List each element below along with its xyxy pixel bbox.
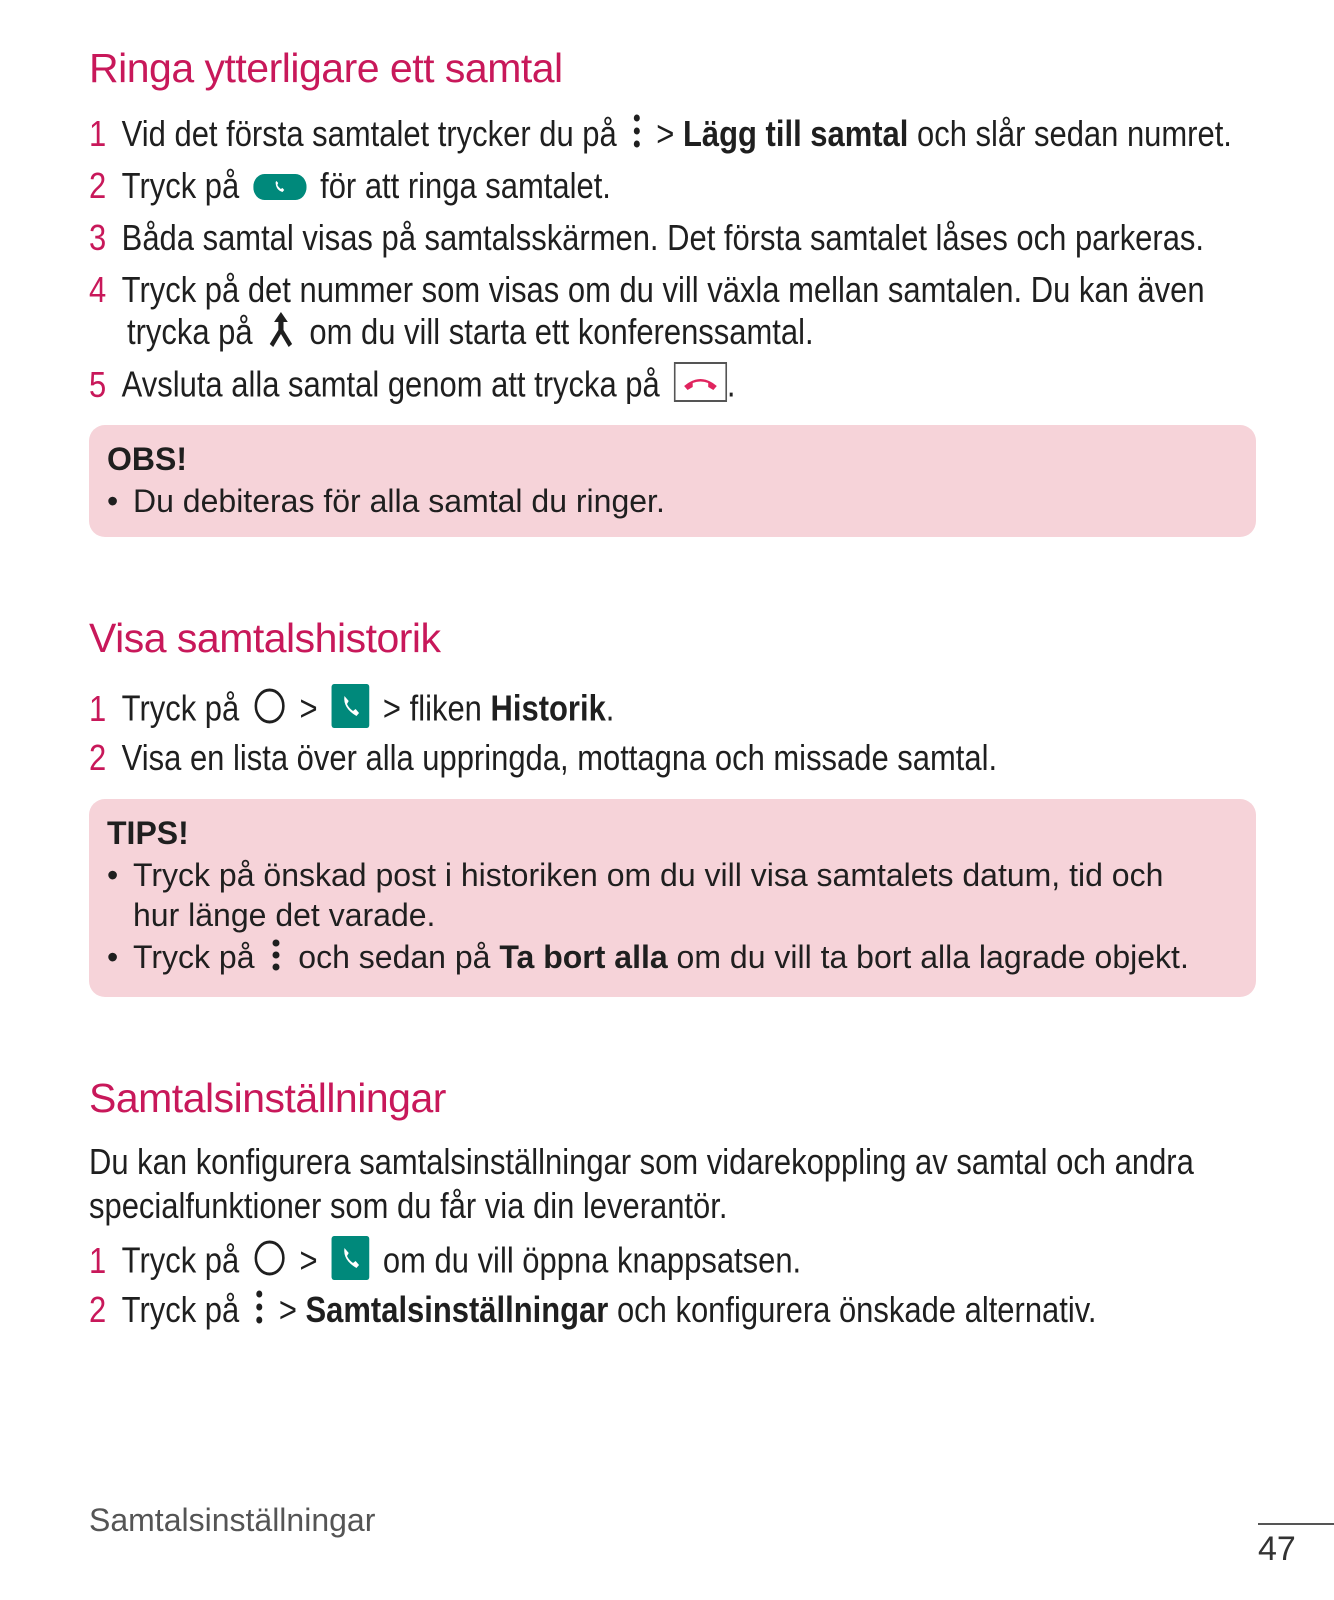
merge-icon [266, 310, 295, 358]
page-number: 47 [1258, 1530, 1296, 1568]
step-number: 1 [89, 113, 107, 154]
heading-ringa: Ringa ytterligare ett samtal [89, 45, 563, 91]
heading-samtalsinstallningar: Samtalsinställningar [89, 1075, 446, 1121]
footer-rule [1258, 1523, 1334, 1525]
s2-step-2: 2 Visa en lista över alla uppringda, mottagna och missade samtal. [89, 737, 998, 778]
s1-step-4-cont: trycka på om du vill starta ett konferenssamtal. [127, 310, 814, 358]
heading-visa: Visa samtalshistorik [89, 615, 441, 661]
s1-step-3: 3 Båda samtal visas på samtalsskärmen. Det första samtalet låses och parkeras. [89, 217, 1205, 258]
s1-step-4: 4 Tryck på det nummer som visas om du vill växla mellan samtalen. Du kan även [89, 269, 1205, 310]
intro-line-2: specialfunktioner som du får via din leverantör. [89, 1185, 728, 1226]
tips-title: TIPS! [107, 815, 189, 851]
s1-step-2: 2 Tryck på för att ringa samtalet. [89, 164, 611, 210]
phone-app-icon [331, 1236, 369, 1290]
more-vert-icon [630, 113, 642, 159]
intro-line-1: Du kan konfigurera samtalsinställningar som vidarekoppling av samtal och andra [89, 1141, 1194, 1182]
s3-step-1: 1 Tryck på > om du vill öppna knappsatsen. [89, 1236, 801, 1290]
more-vert-icon [269, 938, 283, 981]
s1-step-1: 1 Vid det första samtalet trycker du på > Lägg till samtal och slår sedan numret. [89, 112, 1232, 159]
s2-step-1: 1 Tryck på > > fliken Historik. [89, 684, 614, 738]
more-vert-icon [253, 1289, 265, 1335]
tips-item-2: • Tryck på och sedan på Ta bort alla om du vill ta bort alla lagrade objekt. [107, 937, 1189, 981]
tips-item-1-cont: hur länge det varade. [133, 897, 436, 933]
tips-box [89, 799, 1256, 997]
home-icon [253, 687, 286, 735]
call-button-icon [253, 166, 306, 210]
footer-section-title: Samtalsinställningar [89, 1502, 376, 1538]
note-item: • Du debiteras för alla samtal du ringer. [107, 483, 665, 519]
s3-step-2: 2 Tryck på > Samtalsinställningar och konfigurera önskade alternativ. [89, 1288, 1097, 1335]
bold-term: Lägg till samtal [683, 113, 909, 154]
note-box [89, 425, 1256, 537]
home-icon [253, 1239, 286, 1287]
s1-step-5: 5 Avsluta alla samtal genom att trycka på . [89, 362, 735, 412]
phone-app-icon [331, 684, 369, 738]
tips-item-1: • Tryck på önskad post i historiken om du vill visa samtalets datum, tid och [107, 857, 1164, 893]
note-title: OBS! [107, 441, 187, 477]
end-call-icon [674, 362, 727, 412]
